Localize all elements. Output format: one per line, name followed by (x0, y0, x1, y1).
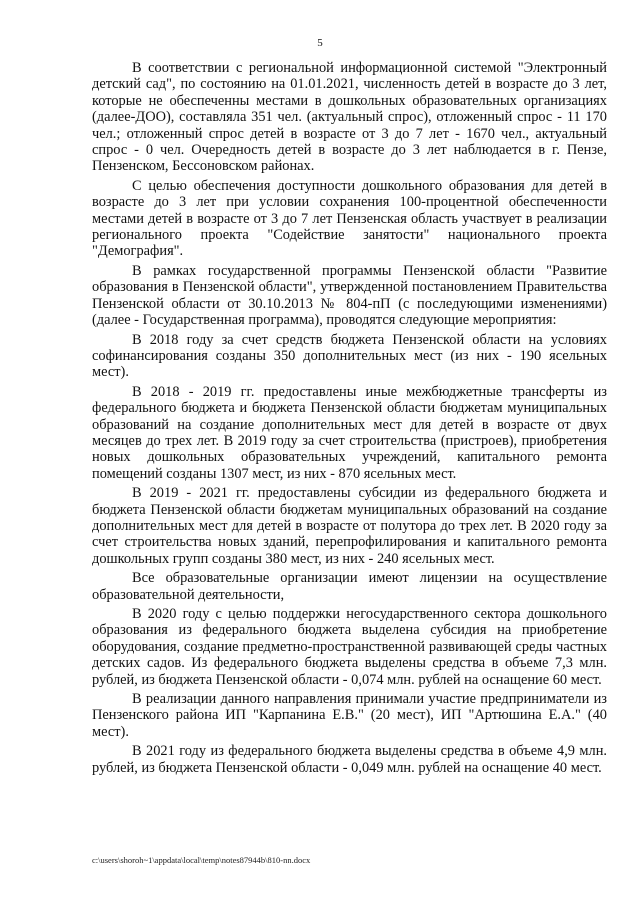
paragraph-2021: В 2021 году из федерального бюджета выделены средства в объеме 4,9 млн. рублей, из бюджета Пензенской области - 0,049 млн. рублей на оснащение 40 мест. (92, 743, 607, 776)
paragraph-2018: В 2018 году за счет средств бюджета Пензенской области на условиях софинансирования созданы 350 дополнительных мест (из них - 190 ясельных мест). (92, 331, 607, 381)
document-body (92, 60, 607, 776)
paragraph-state-program: В рамках государственной программы Пензенской области "Развитие образования в Пензенской области", утвержденной постановлением Правительства Пензенской области от 30.10.2013 № 804-пП (с последующими изменениями) (далее - Государственная программа), проводятся следующие мероприятия: (92, 262, 607, 329)
paragraph-preschool-access: С целью обеспечения доступности дошкольного образования для детей в возрасте до 3 лет при условии сохранения 100-процентной обеспеченности местами детей в возрасте от 3 до 7 лет Пензенская область участвует в реализации регионального проекта "Содействие занятости" национального проекта "Демография". (92, 177, 607, 260)
paragraph-2018-2019: В 2018 - 2019 гг. предоставлены иные межбюджетные трансферты из федерального бюджета и бюджета Пензенской области бюджетам муниципальных образований на создание дополнительных мест для детей в возрасте от двух месяцев до трех лет. В 2019 году за счет строительства (пристроев), приобретения новых дошкольных образовательных учреждений, капитального ремонта помещений созданы 1307 мест, из них - 870 ясельных мест. (92, 383, 607, 482)
paragraph-entrepreneurs: В реализации данного направления принимали участие предприниматели из Пензенского района ИП "Карпанина Е.В." (20 мест), ИП "Артюшина Е.А." (40 мест). (92, 691, 607, 740)
paragraph-2019-2021: В 2019 - 2021 гг. предоставлены субсидии из федерального бюджета и бюджета Пензенской области бюджетам муниципальных образований на создание дополнительных мест для детей в возрасте от полутора до трех лет. В 2020 году за счет строительства новых зданий, перепрофилирования и капитального ремонта дошкольных групп созданы 380 мест, из них - 240 ясельных мест. (92, 485, 607, 567)
paragraph-licenses: Все образовательные организации имеют лицензии на осуществление образовательной деятельности, (92, 570, 607, 603)
page-number: 5 (317, 37, 323, 49)
footer-file-path: c:\users\shoroh~1\appdata\local\temp\notes87944b\810-nn.docx (92, 855, 311, 865)
paragraph-2020-private-sector: В 2020 году с целью поддержки негосударственного сектора дошкольного образования из федерального бюджета выделена субсидия на приобретение оборудования, создание предметно-пространственной развивающей среды частных детских садов. Из федерального бюджета выделены средства в объеме 7,3 млн. рублей, из бюджета Пензенской области - 0,074 млн. рублей на оснащение 60 мест. (92, 606, 607, 688)
paragraph-electronic-kindergarten: В соответствии с региональной информационной системой "Электронный детский сад", по состоянию на 01.01.2021, численность детей в возрасте до 3 лет, которые не обеспеченны местами в дошкольных образовательных организациях (далее-ДОО), составляла 351 чел. (актуальный спрос), отложенный спрос - 11 170 чел.; отложенный спрос детей в возрасте от 3 до 7 лет - 1670 чел., актуальный спрос - 0 чел. Очередность детей в возрасте до 3 лет наблюдается в г. Пензе, Пензенском, Бессоновском районах. (92, 60, 607, 175)
